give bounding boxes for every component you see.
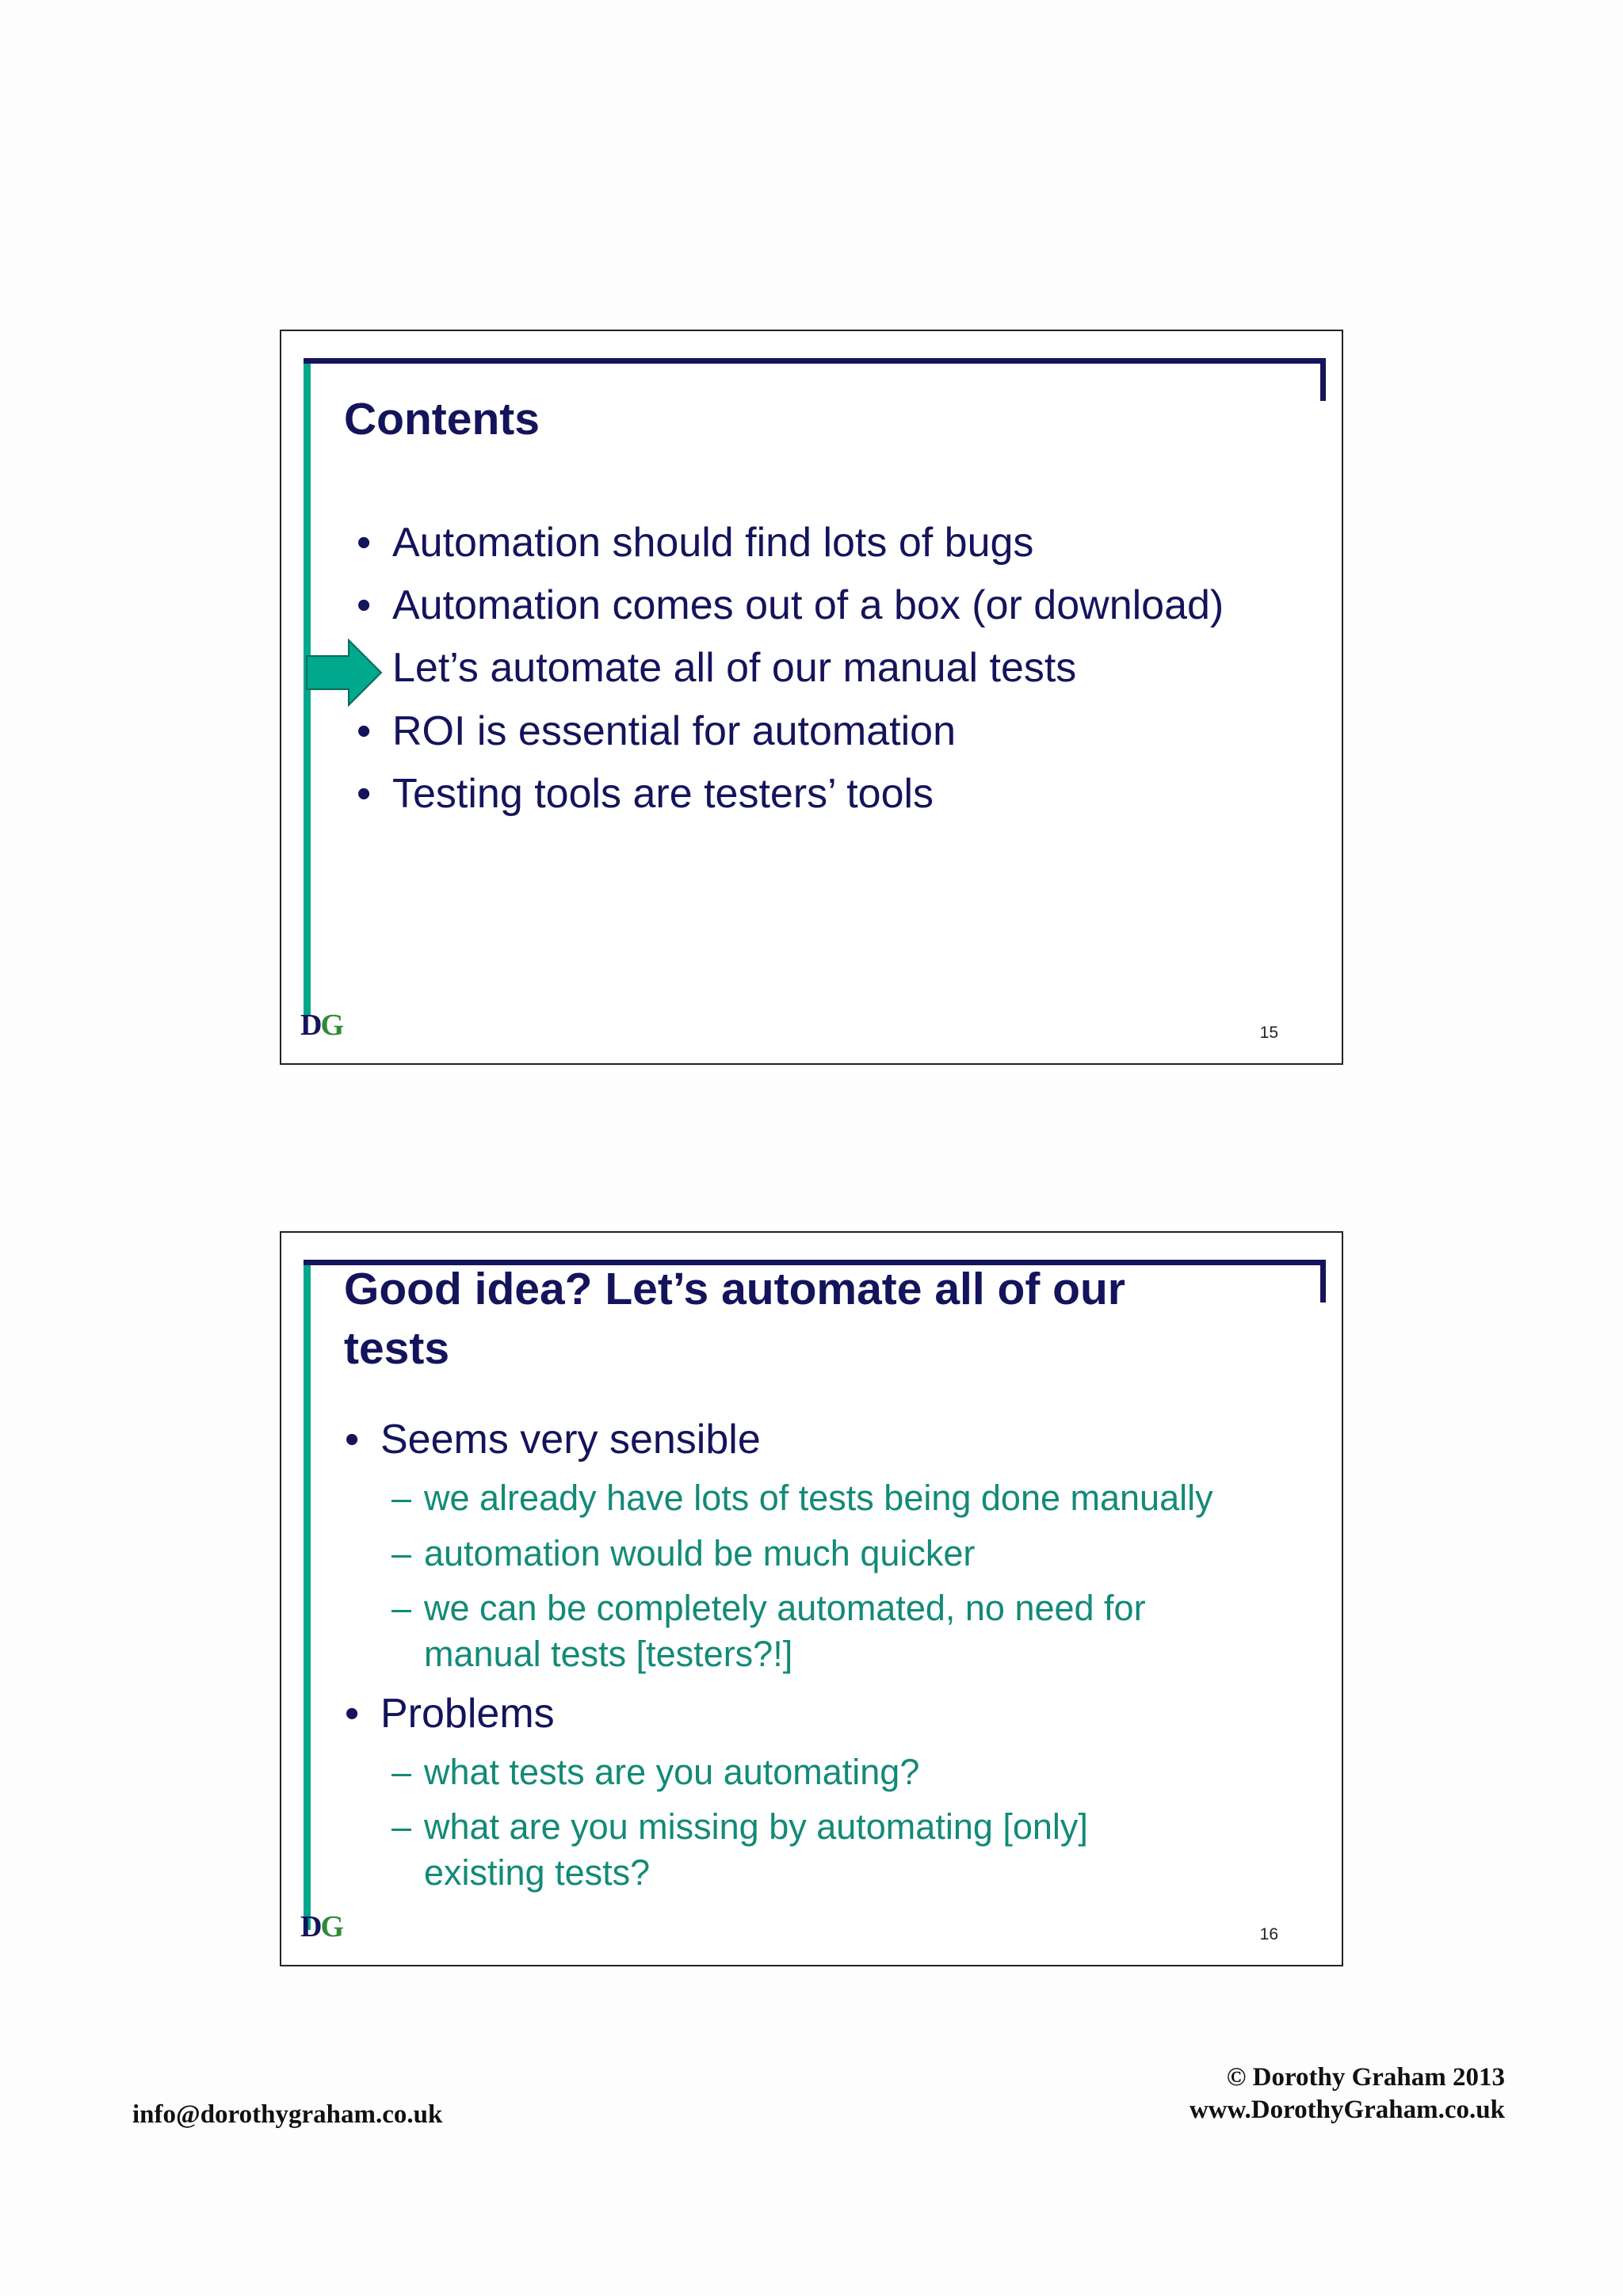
- dash-icon: –: [391, 1806, 412, 1847]
- bullet-dot-icon: •: [357, 582, 372, 628]
- list-item: [357, 582, 1224, 629]
- list-item: [357, 707, 956, 755]
- sub-list-item: [391, 1585, 1216, 1677]
- list-item: [357, 519, 1034, 566]
- list-item: [345, 1416, 761, 1463]
- bullet-dot-icon: •: [357, 771, 372, 817]
- arrow-right-icon: [305, 639, 384, 707]
- slide-page-number: 16: [1259, 1925, 1278, 1943]
- dash-icon: –: [391, 1478, 412, 1518]
- list-item-text: Let’s automate all of our manual tests: [392, 645, 1077, 691]
- list-item: [357, 770, 934, 818]
- dg-logo: DG: [300, 1910, 343, 1943]
- list-item-text: Problems: [380, 1691, 555, 1737]
- list-item-text: Seems very sensible: [380, 1417, 761, 1463]
- slide-corner-rule: [1320, 358, 1326, 401]
- dash-icon: –: [391, 1533, 412, 1573]
- sub-list-item: [391, 1804, 1177, 1896]
- sub-list-item-text: we already have lots of tests being done manually: [424, 1478, 1213, 1518]
- bullet-dot-icon: •: [345, 1417, 360, 1463]
- slide-title: [344, 1260, 1125, 1379]
- list-item-text: Automation comes out of a box (or download): [392, 582, 1224, 628]
- bullet-dot-icon: •: [345, 1691, 360, 1737]
- sub-list-item: [391, 1475, 1296, 1521]
- sub-list-item-text: what are you missing by automating [only] existing tests?: [424, 1806, 1088, 1893]
- slide-page-number: 15: [1259, 1024, 1278, 1042]
- bullet-dot-icon: •: [357, 520, 372, 566]
- footer-copyright: © Dorothy Graham 2013: [1226, 2063, 1505, 2092]
- slide-automate-all-tests: [280, 1231, 1343, 1966]
- footer-website: www.DorothyGraham.co.uk: [1189, 2096, 1505, 2124]
- slide-corner-rule: [1320, 1260, 1326, 1302]
- list-item-current: [392, 644, 1076, 692]
- slide-title: Contents: [344, 394, 540, 444]
- slide-contents: [280, 330, 1343, 1065]
- slide-accent-bar: [304, 1260, 311, 1930]
- sub-list-item-text: we can be completely automated, no need for manual tests [testers?!]: [424, 1588, 1146, 1674]
- bullet-dot-icon: •: [357, 708, 372, 754]
- footer-email: info@dorothygraham.co.uk: [132, 2100, 443, 2129]
- sub-list-item: [391, 1749, 1296, 1795]
- sub-list-item-text: automation would be much quicker: [424, 1533, 976, 1573]
- list-item: [345, 1690, 555, 1737]
- dash-icon: –: [391, 1588, 412, 1628]
- dg-logo: DG: [300, 1009, 343, 1042]
- slide-top-rule: [304, 358, 1326, 364]
- sub-list-item-text: what tests are you automating?: [424, 1752, 920, 1792]
- slide-title-line: Good idea? Let’s automate all of our: [344, 1264, 1125, 1314]
- dash-icon: –: [391, 1752, 412, 1792]
- list-item-text: Testing tools are testers’ tools: [392, 771, 934, 817]
- slide-title-line: tests: [344, 1323, 450, 1374]
- sub-list-item: [391, 1531, 1296, 1577]
- list-item-text: Automation should find lots of bugs: [392, 520, 1034, 566]
- list-item-text: ROI is essential for automation: [392, 708, 956, 754]
